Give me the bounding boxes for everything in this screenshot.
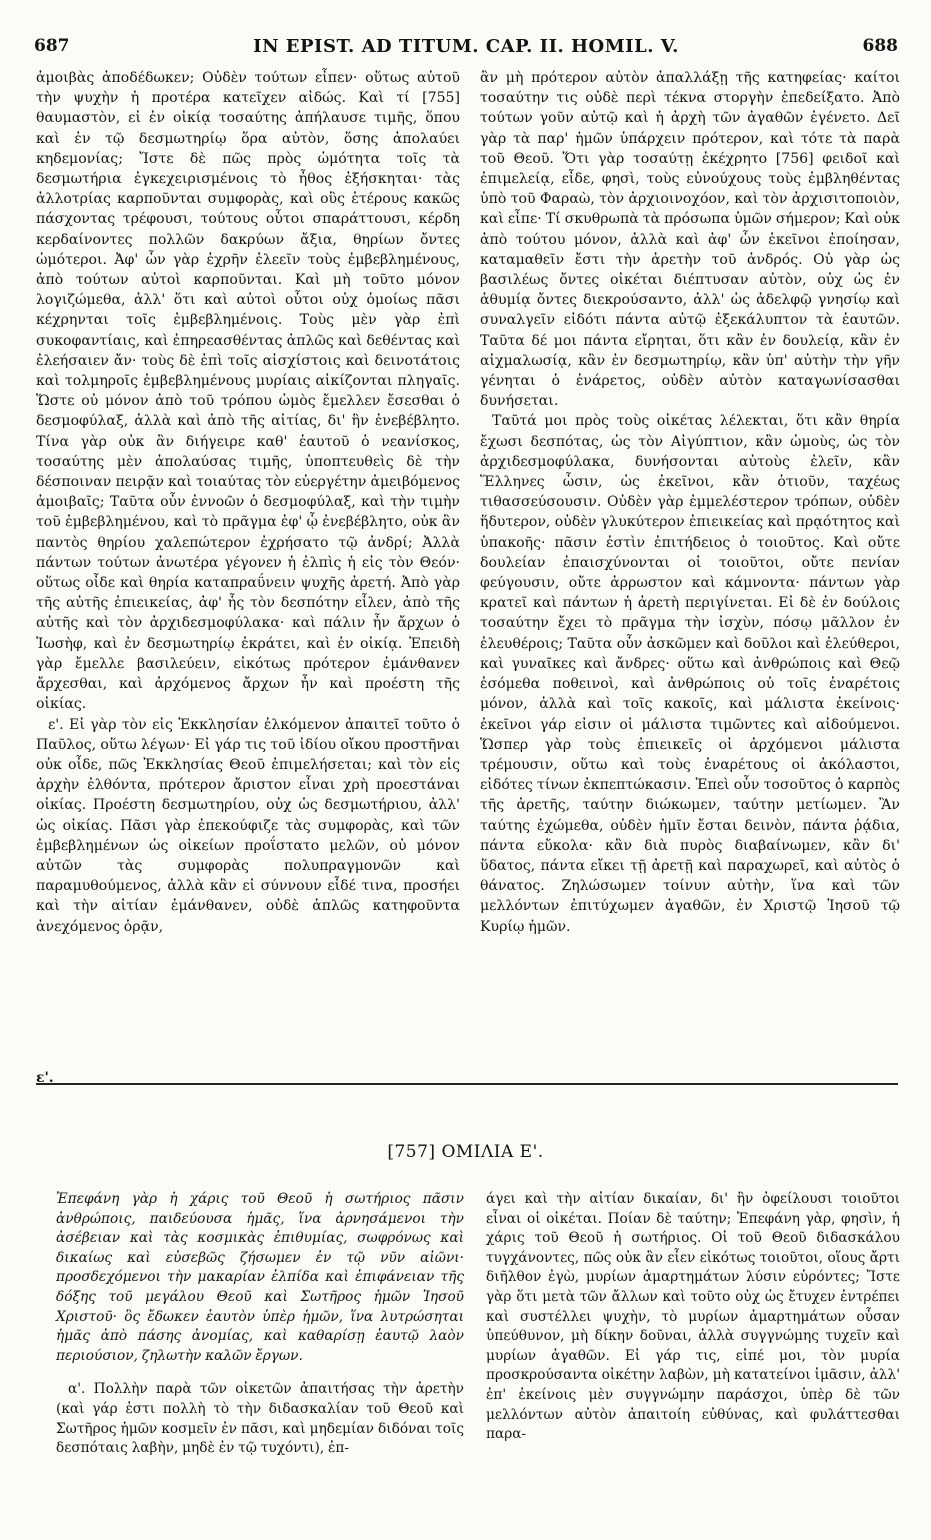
paragraph: α'. Πολλὴν παρὰ τῶν οἰκετῶν ἀπαιτήσας τὴν ἀρετὴν (καὶ γάρ ἐστι πολλὴ τὸ τὴν διδασκαλίαν τοῦ Θεοῦ καὶ Σωτῆρος ἡμῶν κοσμεῖν ἐν πᾶσι, καὶ μηδεμίαν διδόναι τοῖς δεσπόταις λαβὴν, μηδὲ ἐν τῷ τυχόντι), ἐπ- <box>56 1381 464 1457</box>
page-number-right: 688 <box>862 36 898 56</box>
lower-left-column <box>56 1190 464 1459</box>
page-number-left: 687 <box>34 36 70 56</box>
section-divider <box>36 1083 898 1085</box>
running-header <box>34 36 898 58</box>
paragraph: ἀμοιβὰς ἀποδέδωκεν; Οὐδὲν τούτων εἶπεν· οὕτως αὐτοῦ τὴν ψυχὴν ἡ προτέρα κατεῖχεν αἰδώς. Καὶ τί [755] θαυμαστὸν, εἰ ἐν οἰκίᾳ τοσαύτης ἀπήλαυσε τιμῆς, ὅπου καὶ ἐν τῷ δεσμωτηρίῳ ὅρα αὐτὸν, ὅσης ἀπολαύει κηδεμονίας; Ἴστε δὲ πῶς πρὸς ὠμότητα τοῖς τὰ δεσμωτήρια ἐγκεχειρισμένοις τὸ ἦθος ἐξήσκηται· τὰς ἀλλοτρίας καρποῦνται συμφορὰς, καὶ οὓς ἑτέρους κακῶς πάσχοντας τρέφουσι, τούτους οὗτοι σπαράττουσι, κέρδη κερδαίνοντες πολλῶν δακρύων ἄξια, θηρίων ὄντες ὠμότεροι. Ἀφ' ὧν γὰρ ἐχρῆν ἐλεεῖν τοὺς ἐμβεβλημένους, ἀπὸ τούτων αὐτοὶ καρποῦνται. Καὶ μὴ τοῦτο μόνον λογιζώμεθα, ἀλλ' ὅτι καὶ αὐτοὶ οὗτοι οὐχ ὁμοίως πᾶσι κέχρηνται τοῖς ἐμβεβλημένοις. Τοὺς μὲν γὰρ ἐπὶ συκοφαντίαις, καὶ ἐπηρεασθέντας ἁπλῶς καὶ δεθέντας καὶ ἐλεήσαιεν ἄν· τοὺς δὲ ἐπὶ τοῖς αἰσχίστοις καὶ δεινοτάτοις καὶ τολμηροῖς ἐμβεβλημένους μυρίαις αἰκίζονται πληγαῖς. Ὥστε οὐ μόνον ἀπὸ τοῦ τρόπου ὠμὸς ἔμελλεν ἔσεσθαι ὁ δεσμοφύλαξ, ἀλλὰ καὶ ἀπὸ τῆς αἰτίας, δι' ἣν ἐνεβέβλητο. Τίνα γὰρ οὐκ ἂν διήγειρε καθ' ἑαυτοῦ ὁ νεανίσκος, τοσαύτης μὲν ἀπολαύσας τιμῆς, ὑποπτευθεὶς δὲ τὴν δέσποιναν πειρᾷν καὶ τοιαύτας τὸν εὐεργέτην ἀμειβόμενος ἀμοιβαῖς; Ταῦτα οὖν ἐννοῶν ὁ δεσμοφύλαξ, καὶ τὴν τιμὴν τοῦ ἐμβεβλημένου, καὶ τὸ πρᾶγμα ἐφ' ᾧ ἐνεβέβλητο, οὐκ ἂν παντὸς θηρίου χαλεπώτερον ἐχρήσατο τῷ ἀνδρί; Ἀλλὰ πάντων τούτων ἀνωτέρα γέγονεν ἡ ἐλπὶς ἡ εἰς τὸν Θεόν· οὕτως οἶδε καὶ θηρία καταπραΰνειν ψυχῆς ἀρετή. Ἀπὸ γὰρ τῆς αὐτῆς ἐπιεικείας, ἀφ' ἧς τὸν δεσπότην εἷλεν, ἀπὸ τῆς αὐτῆς καὶ τὸν ἀρχιδεσμοφύλακα· καὶ πάλιν ἦν ἄρχων ὁ Ἰωσὴφ, καὶ ἐν δεσμωτηρίῳ ἐκράτει, καὶ ἐν οἰκίᾳ. Ἐπειδὴ γὰρ ἔμελλε βασιλεύειν, εἰκότως πρότερον ἐμάνθανεν ἄρχεσθαι, καὶ ἀρχόμενος ἄρχων ἦν καὶ προέστη τῆς οἰκίας. <box>36 70 460 713</box>
running-title: IN EPIST. AD TITUM. CAP. II. HOMIL. V. <box>253 36 679 57</box>
scripture-quote: Ἐπεφάνη γὰρ ἡ χάρις τοῦ Θεοῦ ἡ σωτήριος πᾶσιν ἀνθρώποις, παιδεύουσα ἡμᾶς, ἵνα ἀρνησάμενοι τὴν ἀσέβειαν καὶ τὰς κοσμικὰς ἐπιθυμίας, σωφρόνως καὶ δικαίως καὶ εὐσεβῶς ζήσωμεν ἐν τῷ νῦν αἰῶνι· προσδεχόμενοι τὴν μακαρίαν ἐλπίδα καὶ ἐπιφάνειαν τῆς δόξης τοῦ μεγάλου Θεοῦ καὶ Σωτῆρος ἡμῶν Ἰησοῦ Χριστοῦ· ὃς ἔδωκεν ἑαυτὸν ὑπὲρ ἡμῶν, ἵνα λυτρώσηται ἡμᾶς ἀπὸ πάσης ἀνομίας, καὶ καθαρίσῃ ἑαυτῷ λαὸν περιούσιον, ζηλωτὴν καλῶν ἔργων. <box>56 1191 464 1364</box>
upper-left-column <box>36 68 460 937</box>
paragraph: άγει καὶ τὴν αἰτίαν δικαίαν, δι' ἣν ὀφείλουσι τοιοῦτοι εἶναι οἱ οἰκέται. Ποίαν δὲ ταύτην; Ἐπεφάνη γὰρ, φησὶν, ἡ χάρις τοῦ Θεοῦ ἡ σωτήριος. Οἱ τοῦ Θεοῦ διδασκάλου τυγχάνοντες, πῶς οὐκ ἂν εἶεν εἰκότως τοιοῦτοι, οἵους ἄρτι διῆλθον ἐγὼ, μυρίων ἁμαρτημάτων λύσιν εὑρόντες; Ἴστε γὰρ ὅτι μετὰ τῶν ἄλλων καὶ τοῦτο οὐχ ὡς ἔτυχεν ἐντρέπει καὶ συστέλλει ψυχὴν, τὸ μυρίων ἁμαρτημάτων οὖσαν ὑπεύθυνον, μὴ δίκην δοῦναι, ἀλλὰ συγγνώμης τυχεῖν καὶ μυρίων ἀγαθῶν. Εἰ γάρ τις, εἰπέ μοι, τὸν μυρία προσκρούσαντα οἰκέτην λαβὼν, μὴ κατατείνοι ἱμᾶσιν, ἀλλ' ἐπ' ἐκείνοις μὲν συγγνώμην παράσχοι, ὑπὲρ δὲ τῶν μελλόντων αὐτὸν ἀπαιτοίη εὐθύνας, καὶ φυλάττεσθαι παρα- <box>486 1191 900 1443</box>
section-mark: ε'. <box>36 1070 54 1086</box>
paragraph: Ταῦτά μοι πρὸς τοὺς οἰκέτας λέλεκται, ὅτι κἂν θηρία ἔχωσι δεσπότας, ὡς τὸν Αἰγύπτιον, κἂν ὠμοὺς, ὡς τὸν ἀρχιδεσμοφύλακα, δυνήσονται αὐτοὺς ἐλεῖν, κἂν Ἕλληνες ὦσιν, ὡς ἐκεῖνοι, κἂν ὁτιοῦν, ταχέως τιθασσεύσουσιν. Οὐδὲν γὰρ ἐμμελέστερον τρόπων, οὐδὲν ἥδυτερον, οὐδὲν γλυκύτερον ἐπιεικείας καὶ πρᾳότητος καὶ ὑπακοῆς· πᾶσιν ἐστὶν ἐπιτήδειος ὁ τοιοῦτος. Καὶ οὔτε δουλείαν ἐπαισχύνονται οἱ τοιοῦτοι, οὔτε πενίαν φεύγουσιν, οὔτε ἀρρωστον καὶ κάμνοντα· πάντων γὰρ κρατεῖ καὶ πάντων ἡ ἀρετὴ περιγίνεται. Εἰ δὲ ἐν δούλοις τοσαύτην ἔχει τὸ πρᾶγμα τὴν ἰσχὺν, πόσῳ μᾶλλον ἐν ἐλευθέροις; Ταῦτα οὖν ἀσκῶμεν καὶ δοῦλοι καὶ ἐλεύθεροι, καὶ γυναῖκες καὶ ἄνδρες· οὕτω καὶ ἀνθρώποις καὶ Θεῷ ἐσόμεθα ποθεινοὶ, καὶ ἀνθρώποις οὐ τοῖς ἐναρέτοις μόνον, ἀλλὰ καὶ τοῖς κακοῖς, καὶ μάλιστα ἐκείνοις· ἐκεῖνοι γάρ εἰσιν οἱ μάλιστα τιμῶντες καὶ αἰδούμενοι. Ὥσπερ γὰρ τοὺς ἐπιεικεῖς οἱ ἀρχόμενοι μάλιστα τρέμουσιν, οὕτω καὶ τοὺς ἐναρέτους οἱ ἀκόλαστοι, εἰδότες τίνων ἐκπεπτώκασιν. Ἐπεὶ οὖν τοσοῦτος ὁ καρπὸς τῆς ἀρετῆς, ταύτην διώκωμεν, ταύτην μετίωμεν. Ἂν ταύτης ἐχώμεθα, οὐδὲν ἡμῖν ἔσται δεινὸν, πάντα ῥᾴδια, πάντα εὔκολα· κἂν διὰ πυρὸς διαβαίνωμεν, κἂν δι' ὕδατος, πάντα εἴκει τῇ ἀρετῇ καὶ παραχωρεῖ, καὶ αὐτὸς ὁ θάνατος. Ζηλώσωμεν τοίνυν αὐτὴν, ἵνα καὶ τῶν μελλόντων ἐπιτύχωμεν ἀγαθῶν, ἐν Χριστῷ Ἰησοῦ τῷ Κυρίῳ ἡμῶν. <box>480 413 900 935</box>
lower-right-column <box>486 1190 900 1445</box>
paragraph: ε'. Εἰ γὰρ τὸν εἰς Ἐκκλησίαν ἐλκόμενον ἀπαιτεῖ τοῦτο ὁ Παῦλος, οὕτω λέγων· Εἰ γάρ τις τοῦ ἰδίου οἴκου προστῆναι οὐκ οἶδε, πῶς Ἐκκλησίας Θεοῦ ἐπιμελήσεται; καὶ τὸν εἰς ἀρχὴν ἐλθόντα, πρότερον ἄριστον εἶναι χρὴ προεστάναι οἰκίας. Προέστη δεσμωτηρίου, οὐχ ὡς δεσμωτήριου, ἀλλ' ὡς οἰκίας. Πᾶσι γὰρ ἐπεκούφιζε τὰς συμφορὰς, καὶ τῶν ἐμβεβλημένων ὡς οἰκείων προΐστατο μελῶν, οὐ μόνον αὐτῶν τὰς συμφορὰς πολυπραγμονῶν καὶ παραμυθούμενος, ἀλλὰ κἂν εἰ σύννουν εἶδέ τινα, προσήει καὶ τὴν αἰτίαν ἐμάνθανεν, οὐδὲ ἁπλῶς κατηφοῦντα ἀνεχόμενος ὁρᾷν, <box>36 716 460 935</box>
paragraph: ἂν μὴ πρότερον αὐτὸν ἀπαλλάξῃ τῆς κατηφείας· καίτοι τοσαύτην τις οὐδὲ περὶ τέκνα στοργὴν ἐπεδείξατο. Ἀπὸ τούτων γοῦν αὐτῷ καὶ ἡ ἀρχὴ τῶν ἀγαθῶν ἐγένετο. Δεῖ γὰρ τὰ παρ' ἡμῶν ὑπάρχειν πρότερον, καὶ τότε τὰ παρὰ τοῦ Θεοῦ. Ὅτι γὰρ τοσαύτῃ ἐκέχρητο [756] φειδοῖ καὶ ἐπιμελείᾳ, εἶδε, φησὶ, τοὺς εὐνούχους τοὺς ἐμβληθέντας ὑπὸ τοῦ Φαραὼ, τὸν ἀρχιοινοχόον, καὶ τὸν ἀρχισιτοποιὸν, καὶ εἶπε· Τί σκυθρωπὰ τὰ πρόσωπα ὑμῶν σήμερον; Καὶ οὐκ ἀπὸ τούτου μόνον, ἀλλὰ καὶ ἀφ' ὧν ἐκεῖνοι ἐποίησαν, καταμαθεῖν ἔστι τὴν ἀρετὴν τοῦ ἀνδρός. Οὐ γὰρ ὡς βασιλέως ὄντες οἰκέται διέπτυσαν αὐτὸν, οὐχ ὡς ἐν ἀθυμίᾳ ὄντες διεκρούσαντο, ἀλλ' ὡς ἀδελφῷ γνησίῳ καὶ συναλγεῖν εἰδότι πάντα αὐτῷ ἐξεκάλυπτον τὰ ἑαυτῶν. Ταῦτα δέ μοι πάντα εἴρηται, ὅτι κἂν ἐν δουλείᾳ, κἂν ἐν αἰχμαλωσίᾳ, κἂν ἐν δεσμωτηρίῳ, κἂν ὑπ' αὐτὴν τὴν γῆν γένηται ὁ ἐνάρετος, οὐδὲν αὐτὸν καταγωνίσασθαι δυνήσεται. <box>480 70 900 410</box>
upper-right-column <box>480 68 900 937</box>
homily-title: [757] ΟΜΙΛΙΑ Ε'. <box>387 1142 544 1162</box>
